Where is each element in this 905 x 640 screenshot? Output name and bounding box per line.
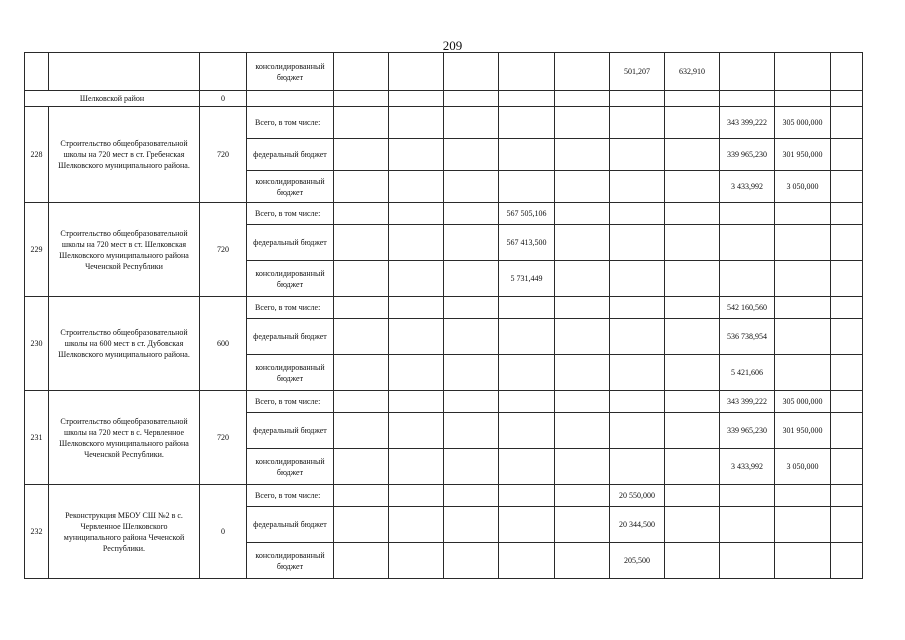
value-cell	[831, 413, 863, 449]
value-cell	[389, 53, 444, 91]
table-row	[25, 391, 863, 413]
value-cell	[831, 543, 863, 579]
value-cell	[444, 297, 499, 319]
empty-cell	[665, 91, 720, 107]
value-cell	[389, 485, 444, 507]
empty-cell	[444, 91, 499, 107]
project-capacity: 720	[200, 391, 247, 485]
value-cell: 3 050,000	[775, 449, 831, 485]
project-name: Строительство общеобразовательной школы на 720 мест в с. Червленное Шелковского муниципального района Чеченской Республики.	[49, 391, 200, 485]
value-cell	[720, 261, 775, 297]
value-cell	[389, 261, 444, 297]
empty-cell	[610, 91, 665, 107]
value-cell	[499, 171, 555, 203]
value-cell	[831, 203, 863, 225]
value-cell	[665, 171, 720, 203]
value-cell	[555, 391, 610, 413]
funding-type-cell: федеральный бюджет	[247, 319, 334, 355]
district-name: Шелковской район	[25, 91, 200, 107]
value-cell	[444, 391, 499, 413]
value-cell: 301 950,000	[775, 413, 831, 449]
value-cell	[444, 53, 499, 91]
value-cell	[444, 139, 499, 171]
value-cell	[499, 449, 555, 485]
value-cell	[610, 319, 665, 355]
value-cell	[775, 507, 831, 543]
value-cell	[665, 449, 720, 485]
value-cell	[720, 543, 775, 579]
value-cell	[610, 355, 665, 391]
value-cell	[665, 413, 720, 449]
value-cell	[775, 297, 831, 319]
value-cell: 339 965,230	[720, 139, 775, 171]
value-cell: 301 950,000	[775, 139, 831, 171]
value-cell	[665, 139, 720, 171]
value-cell	[831, 297, 863, 319]
value-cell	[444, 449, 499, 485]
value-cell	[831, 319, 863, 355]
value-cell	[499, 355, 555, 391]
value-cell	[444, 355, 499, 391]
value-cell	[389, 225, 444, 261]
value-cell	[334, 449, 389, 485]
value-cell	[334, 413, 389, 449]
value-cell	[610, 107, 665, 139]
value-cell	[610, 203, 665, 225]
value-cell	[499, 391, 555, 413]
value-cell	[499, 53, 555, 91]
funding-type-cell: федеральный бюджет	[247, 507, 334, 543]
num-cell	[25, 53, 49, 91]
project-name: Строительство общеобразовательной школы на 600 мест в ст. Дубовская Шелковского муниципального района.	[49, 297, 200, 391]
value-cell	[334, 355, 389, 391]
empty-cell	[775, 91, 831, 107]
table-row	[25, 107, 863, 139]
empty-cell	[389, 91, 444, 107]
value-cell: 5 421,606	[720, 355, 775, 391]
value-cell	[555, 171, 610, 203]
value-cell: 305 000,000	[775, 391, 831, 413]
value-cell	[720, 53, 775, 91]
page-number: 209	[442, 38, 463, 53]
district-row	[25, 91, 863, 107]
value-cell	[334, 543, 389, 579]
value-cell	[499, 413, 555, 449]
value-cell	[334, 485, 389, 507]
value-cell	[775, 319, 831, 355]
value-cell	[389, 297, 444, 319]
value-cell	[665, 225, 720, 261]
value-cell	[499, 485, 555, 507]
value-cell	[665, 543, 720, 579]
value-cell	[334, 507, 389, 543]
value-cell: 3 433,992	[720, 449, 775, 485]
project-name: Строительство общеобразовательной школы на 720 мест в ст. Шелковская Шелковского муниципального района Чеченской Республики	[49, 203, 200, 297]
value-cell	[555, 53, 610, 91]
value-cell	[610, 139, 665, 171]
funding-type-cell: Всего, в том числе:	[247, 485, 334, 507]
value-cell	[389, 413, 444, 449]
value-cell: 567 505,106	[499, 203, 555, 225]
value-cell	[499, 543, 555, 579]
value-cell	[610, 449, 665, 485]
value-cell	[389, 139, 444, 171]
value-cell	[665, 355, 720, 391]
table-row	[25, 297, 863, 319]
district-capacity: 0	[200, 91, 247, 107]
value-cell	[444, 507, 499, 543]
value-cell	[720, 507, 775, 543]
value-cell	[831, 225, 863, 261]
value-cell	[444, 203, 499, 225]
value-cell	[389, 203, 444, 225]
value-cell	[775, 203, 831, 225]
value-cell	[389, 355, 444, 391]
value-cell: 567 413,500	[499, 225, 555, 261]
value-cell	[610, 261, 665, 297]
funding-type-cell: консолидированный бюджет	[247, 449, 334, 485]
value-cell	[665, 297, 720, 319]
project-name: Строительство общеобразовательной школы на 720 мест в ст. Гребенская Шелковского муниципального района.	[49, 107, 200, 203]
value-cell	[831, 355, 863, 391]
funding-type-cell: Всего, в том числе:	[247, 203, 334, 225]
capacity-cell	[200, 53, 247, 91]
value-cell: 339 965,230	[720, 413, 775, 449]
value-cell	[389, 391, 444, 413]
value-cell	[610, 413, 665, 449]
project-number: 231	[25, 391, 49, 485]
empty-cell	[831, 91, 863, 107]
project-capacity: 0	[200, 485, 247, 579]
project-capacity: 600	[200, 297, 247, 391]
value-cell: 205,500	[610, 543, 665, 579]
value-cell	[389, 319, 444, 355]
value-cell	[775, 355, 831, 391]
value-cell	[665, 485, 720, 507]
value-cell	[665, 107, 720, 139]
value-cell	[555, 261, 610, 297]
value-cell	[720, 485, 775, 507]
value-cell	[555, 139, 610, 171]
project-number: 228	[25, 107, 49, 203]
value-cell	[610, 297, 665, 319]
budget-table	[24, 52, 863, 579]
value-cell	[555, 203, 610, 225]
value-cell	[334, 53, 389, 91]
value-cell	[831, 139, 863, 171]
value-cell	[555, 507, 610, 543]
value-cell	[665, 203, 720, 225]
value-cell	[444, 107, 499, 139]
empty-cell	[555, 91, 610, 107]
value-cell: 501,207	[610, 53, 665, 91]
value-cell	[444, 485, 499, 507]
value-cell	[444, 171, 499, 203]
funding-type-cell: Всего, в том числе:	[247, 391, 334, 413]
value-cell	[444, 543, 499, 579]
value-cell: 3 433,992	[720, 171, 775, 203]
value-cell	[610, 171, 665, 203]
value-cell: 20 550,000	[610, 485, 665, 507]
value-cell	[831, 449, 863, 485]
value-cell	[831, 171, 863, 203]
value-cell	[334, 107, 389, 139]
value-cell	[334, 261, 389, 297]
value-cell	[555, 355, 610, 391]
value-cell	[444, 413, 499, 449]
project-name: Реконструкция МБОУ СШ №2 в с. Червленное Шелковского муниципального района Чеченской Республики.	[49, 485, 200, 579]
value-cell	[665, 391, 720, 413]
value-cell	[334, 139, 389, 171]
project-capacity: 720	[200, 203, 247, 297]
value-cell	[775, 543, 831, 579]
value-cell	[499, 139, 555, 171]
value-cell	[775, 225, 831, 261]
value-cell	[499, 507, 555, 543]
value-cell	[389, 543, 444, 579]
value-cell	[665, 507, 720, 543]
project-number: 229	[25, 203, 49, 297]
value-cell	[831, 53, 863, 91]
project-capacity: 720	[200, 107, 247, 203]
funding-type-cell: Всего, в том числе:	[247, 107, 334, 139]
value-cell	[665, 261, 720, 297]
funding-type-cell: Всего, в том числе:	[247, 297, 334, 319]
value-cell	[499, 319, 555, 355]
value-cell	[555, 297, 610, 319]
funding-type-cell: федеральный бюджет	[247, 139, 334, 171]
value-cell	[720, 203, 775, 225]
funding-type-cell: федеральный бюджет	[247, 413, 334, 449]
empty-cell	[334, 91, 389, 107]
value-cell: 305 000,000	[775, 107, 831, 139]
funding-type-cell: консолидированный бюджет	[247, 171, 334, 203]
value-cell	[334, 297, 389, 319]
value-cell	[334, 391, 389, 413]
value-cell	[499, 107, 555, 139]
funding-type-cell: консолидированный бюджет	[247, 53, 334, 91]
value-cell: 343 399,222	[720, 107, 775, 139]
value-cell: 3 050,000	[775, 171, 831, 203]
value-cell	[775, 261, 831, 297]
empty-cell	[720, 91, 775, 107]
value-cell	[831, 107, 863, 139]
project-number: 232	[25, 485, 49, 579]
value-cell: 632,910	[665, 53, 720, 91]
value-cell	[389, 507, 444, 543]
table-row	[25, 485, 863, 507]
value-cell	[389, 107, 444, 139]
value-cell	[334, 171, 389, 203]
value-cell	[444, 225, 499, 261]
value-cell	[775, 53, 831, 91]
value-cell	[444, 319, 499, 355]
value-cell: 343 399,222	[720, 391, 775, 413]
value-cell	[499, 297, 555, 319]
value-cell	[555, 543, 610, 579]
funding-type-cell: консолидированный бюджет	[247, 355, 334, 391]
funding-type-cell: консолидированный бюджет	[247, 543, 334, 579]
value-cell	[555, 449, 610, 485]
name-cell	[49, 53, 200, 91]
empty-cell	[499, 91, 555, 107]
value-cell	[831, 507, 863, 543]
value-cell	[334, 319, 389, 355]
value-cell	[555, 319, 610, 355]
value-cell	[831, 485, 863, 507]
value-cell	[555, 413, 610, 449]
funding-type-cell: консолидированный бюджет	[247, 261, 334, 297]
value-cell	[831, 391, 863, 413]
table-row	[25, 53, 863, 91]
empty-cell	[247, 91, 334, 107]
value-cell: 20 344,500	[610, 507, 665, 543]
value-cell	[444, 261, 499, 297]
value-cell: 542 160,560	[720, 297, 775, 319]
value-cell	[610, 391, 665, 413]
value-cell	[555, 225, 610, 261]
value-cell	[555, 107, 610, 139]
value-cell	[389, 171, 444, 203]
value-cell: 5 731,449	[499, 261, 555, 297]
value-cell	[555, 485, 610, 507]
value-cell: 536 738,954	[720, 319, 775, 355]
value-cell	[720, 225, 775, 261]
funding-type-cell: федеральный бюджет	[247, 225, 334, 261]
value-cell	[334, 203, 389, 225]
value-cell	[334, 225, 389, 261]
project-number: 230	[25, 297, 49, 391]
value-cell	[665, 319, 720, 355]
table-row	[25, 203, 863, 225]
value-cell	[775, 485, 831, 507]
value-cell	[610, 225, 665, 261]
value-cell	[831, 261, 863, 297]
value-cell	[389, 449, 444, 485]
